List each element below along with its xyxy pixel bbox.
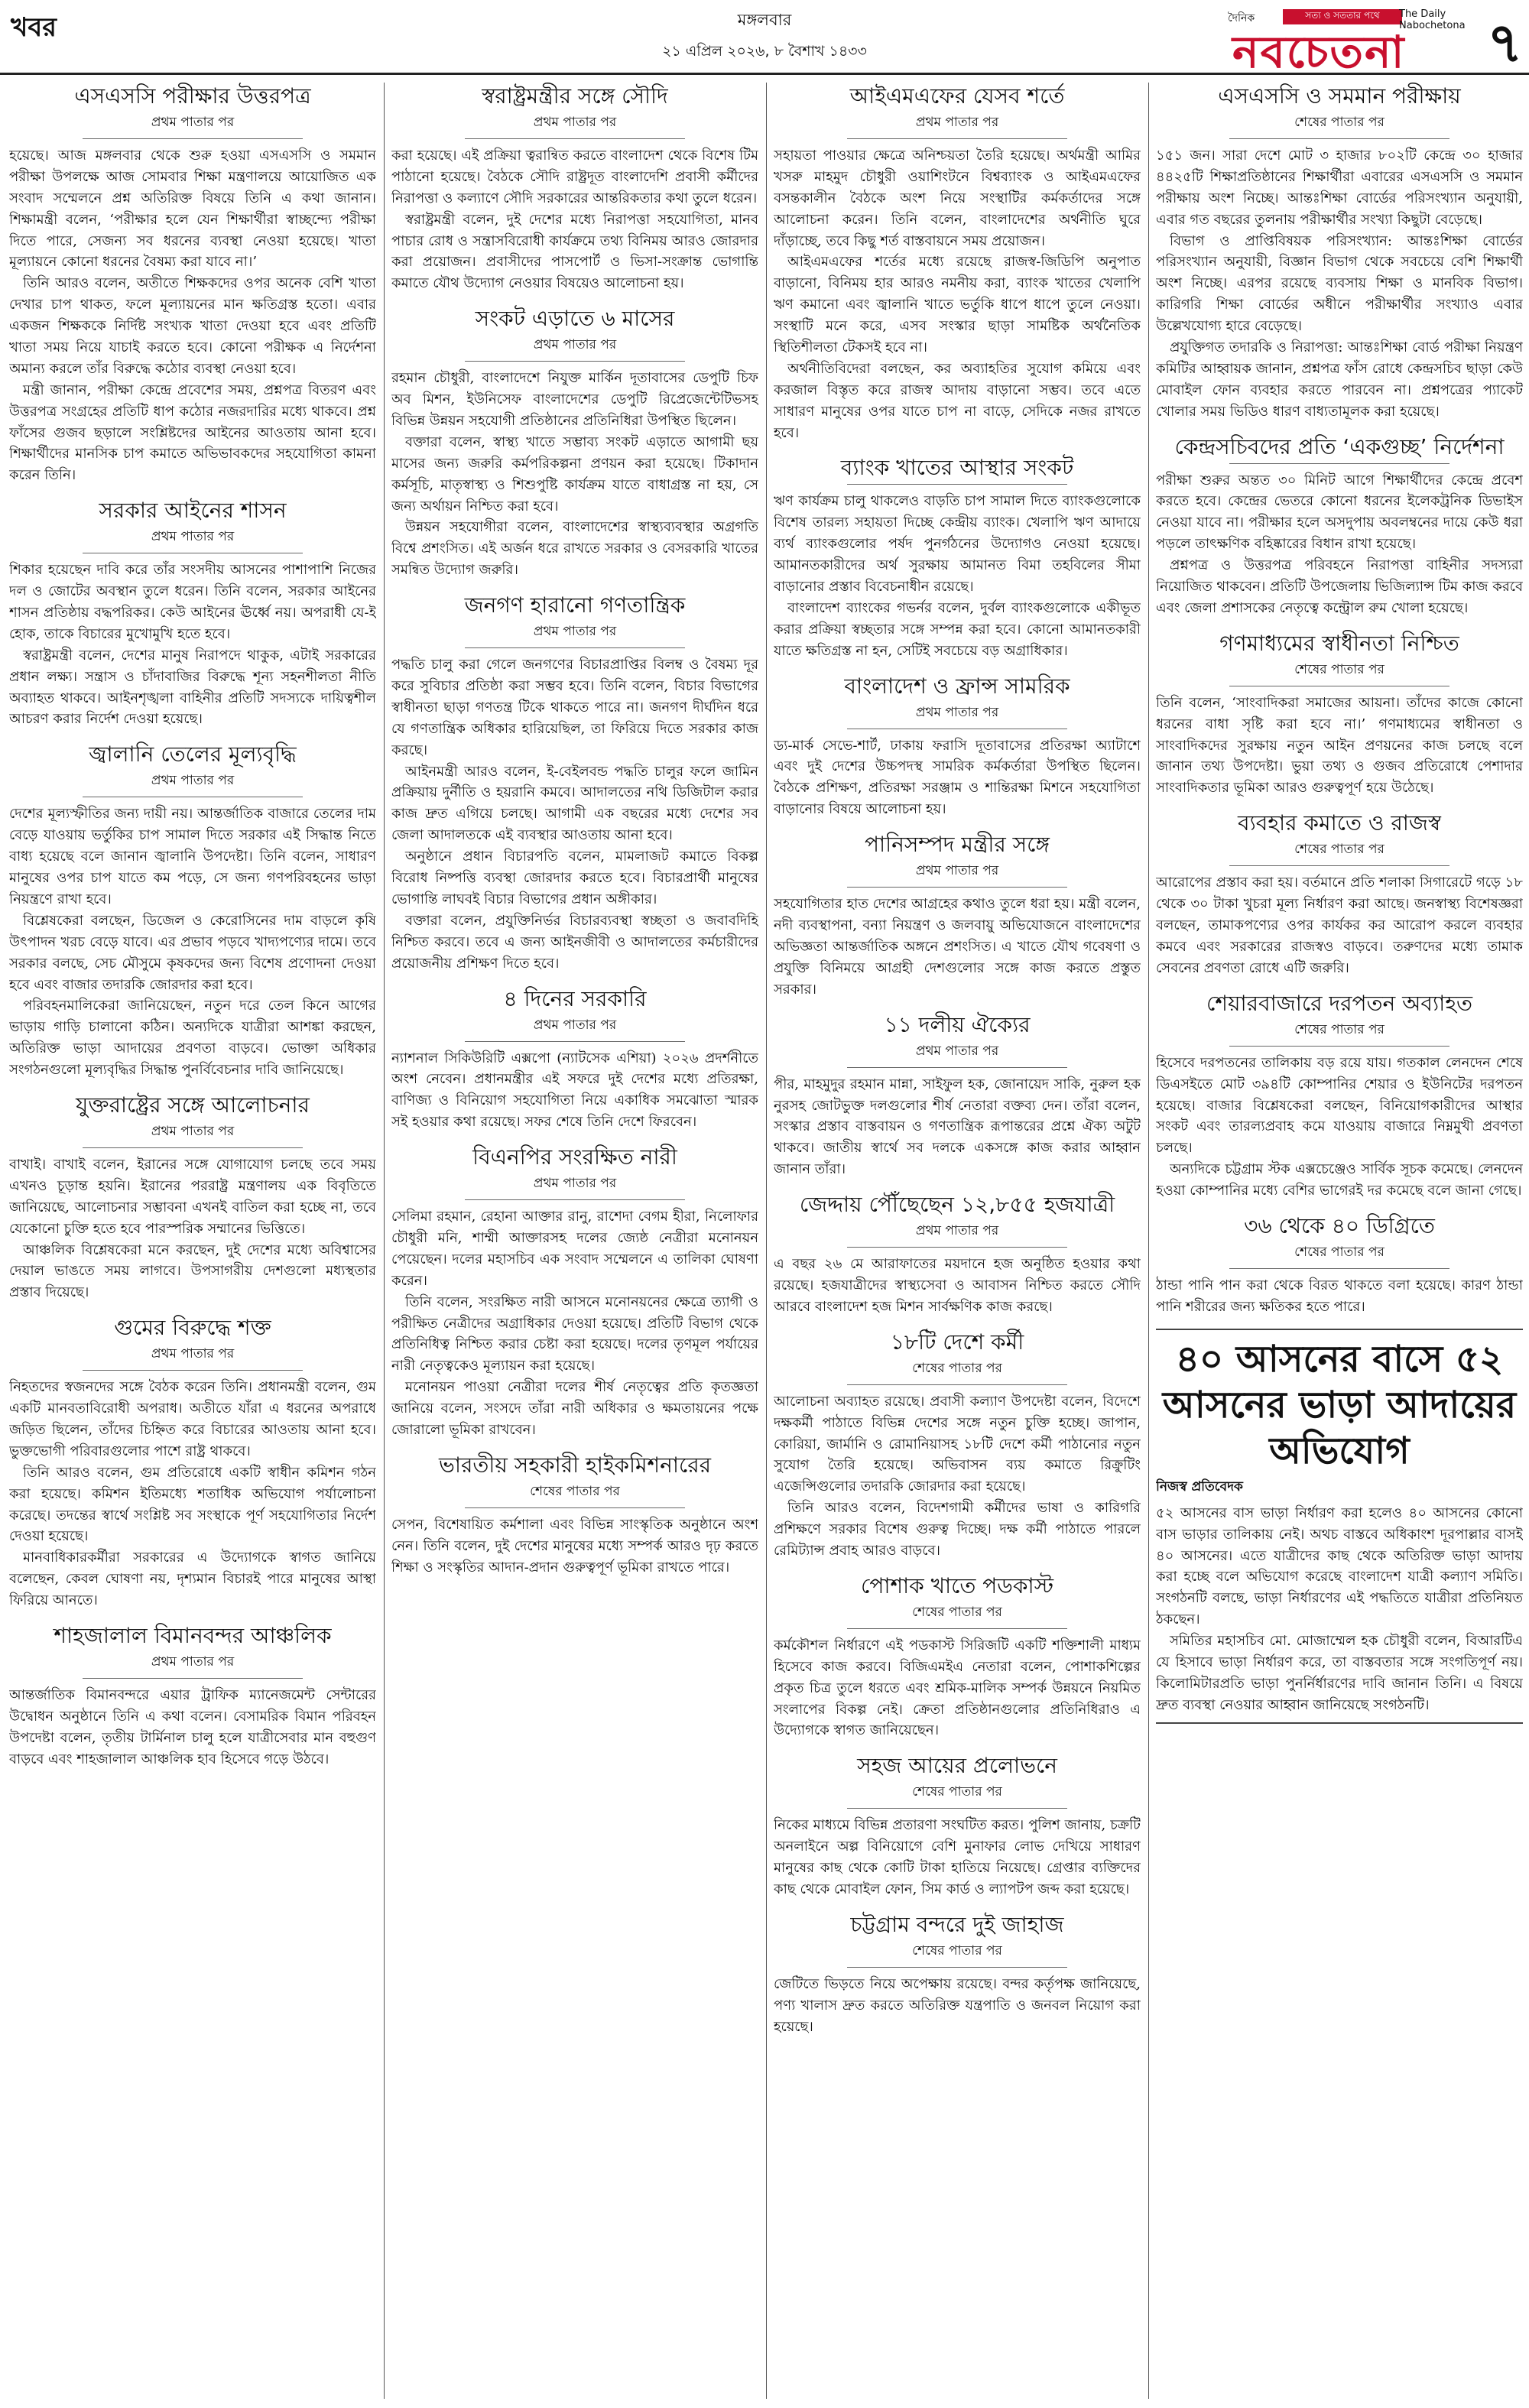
article-headline: ভারতীয় সহকারী হাইকমিশনারের <box>438 1452 712 1478</box>
headline-rule <box>83 138 303 139</box>
article-paragraph: বাখাই। বাখাই বলেন, ইরানের সঙ্গে যোগাযোগ চলছে তবে সময় এখনও চূড়ান্ত হয়নি। ইরানের পররাষ্ট্র মন্ত্রণালয় এক বিবৃতিতে জানিয়েছে, আলোচনার সম্ভাবনা এখনই বাতিল করা হচ্ছে না, তবে যেকোনো চুক্তি হতে হবে পারস্পরিক সম্মানের ভিত্তিতে। <box>9 1156 376 1237</box>
masthead-name: নবচেতনা <box>1232 26 1406 78</box>
article-headline: ১৮টি দেশে কর্মী <box>890 1329 1024 1355</box>
article-paragraph: বক্তারা বলেন, প্রযুক্তিনির্ভর বিচারব্যবস্থা স্বচ্ছতা ও জবাবদিহি নিশ্চিত করবে। তবে এ জন্য আইনজীবী ও আদালতের কর্মচারীদের প্রয়োজনীয় প্রশিক্ষণ দিতে হবে। <box>391 912 758 972</box>
continuation-label: প্রথম পাতার পর <box>915 1223 999 1239</box>
article-paragraph: হিসেবে দরপতনের তালিকায় বড় রয়ে যায়। গতকাল লেনদেন শেষে ডিএসইতে মোট ৩৯৪টি কোম্পানির শেয়ার ও ইউনিটের দরপতন হয়েছে। বাজার বিশ্লেষকেরা বলছেন, বিনিয়োগকারীদের আস্থার সংকট এবং তারল্যপ্রবাহ কমে যাওয়ায় বাজারে নিম্নমুখী প্রবণতা চলছে। <box>1156 1054 1523 1157</box>
headline-rule <box>847 1384 1067 1385</box>
continuation-label: শেষের পাতার পর <box>1294 842 1385 858</box>
article-paragraph: অর্থনীতিবিদেরা বলছেন, কর অব্যাহতির সুযোগ কমিয়ে এবং করজাল বিস্তৃত করে রাজস্ব আদায় বাড়ানো সম্ভব। তবে এতে সাধারণ মানুষের ওপর যাতে চাপ না বাড়ে, সেদিকে নজর রাখতে হবে। <box>774 360 1141 441</box>
headline-rule <box>1229 1046 1449 1047</box>
article-headline: ব্যবহার কমাতে ও রাজস্ব <box>1238 810 1441 836</box>
article <box>774 454 1141 661</box>
article-paragraph: করা হয়েছে। এই প্রক্রিয়া ত্বরান্বিত করতে বাংলাদেশ থেকে বিশেষ টিম পাঠানো হয়েছে। বৈঠকে সৌদি রাষ্ট্রদূত বাংলাদেশি প্রবাসী কর্মীদের নিরাপত্তা ও কল্যাণে সৌদি সরকারের আন্তরিকতার কথা তুলে ধরেন। <box>391 148 758 206</box>
article-paragraph: ঠান্ডা পানি পান করা থেকে বিরত থাকতে বলা হয়েছে। কারণ ঠান্ডা পানি শরীরের জন্য ক্ষতিকর হতে পারে। <box>1156 1277 1523 1315</box>
article-paragraph: সহায়তা পাওয়ার ক্ষেত্রে অনিশ্চয়তা তৈরি হয়েছে। অর্থমন্ত্রী আমির খসরু মাহমুদ চৌধুরী ওয়াশিংটনে বিশ্বব্যাংক ও আইএমএফের বসন্তকালীন বৈঠকে অংশ নিয়ে সংস্থাটির কর্মকর্তাদের সঙ্গে আলোচনা করেন। তিনি বলেন, বাংলাদেশের অর্থনীতি ঘুরে দাঁড়াচ্ছে, তবে কিছু শর্ত বাস্তবায়নে সময় প্রয়োজন। <box>774 148 1141 249</box>
article-paragraph: পরীক্ষা শুরুর অন্তত ৩০ মিনিট আগে শিক্ষার্থীদের কেন্দ্রে প্রবেশ করতে হবে। কেন্দ্রের ভেতরে কোনো ধরনের ইলেকট্রনিক ডিভাইস নেওয়া যাবে না। পরীক্ষার হলে অসদুপায় অবলম্বনের দায়ে কেউ ধরা পড়লে তাৎক্ষণিক বহিষ্কারের বিধান রাখা হয়েছে। <box>1156 472 1523 553</box>
article-paragraph: নিকের মাধ্যমে বিভিন্ন প্রতারণা সংঘটিত করত। পুলিশ জানায়, চক্রটি অনলাইনে অল্প বিনিয়োগে বেশি মুনাফার লোভ দেখিয়ে সাধারণ মানুষের কাছ থেকে কোটি টাকা হাতিয়ে নিয়েছে। গ্রেপ্তার ব্যক্তিদের কাছ থেকে মোবাইল ফোন, সিম কার্ড ও ল্যাপটপ জব্দ করা হয়েছে। <box>774 1817 1141 1897</box>
continuation-label: প্রথম পাতার পর <box>915 863 999 879</box>
article <box>1156 83 1523 423</box>
headline-rule <box>465 1199 685 1200</box>
headline-rule <box>465 361 685 362</box>
article <box>391 985 758 1134</box>
article-paragraph: অন্যদিকে চট্টগ্রাম স্টক এক্সচেঞ্জেও সার্বিক সূচক কমেছে। লেনদেন হওয়া কোম্পানির মধ্যে বেশির ভাগেরই দর কমেছে বলে জানা গেছে। <box>1156 1161 1523 1199</box>
article-headline: ৩৬ থেকে ৪০ ডিগ্রিতে <box>1244 1212 1435 1238</box>
continuation-label: শেষের পাতার পর <box>1294 115 1385 130</box>
article-paragraph: পরিবহনমালিকেরা জানিয়েছেন, নতুন দরে তেল কিনে আগের ভাড়ায় গাড়ি চালানো কঠিন। অন্যদিকে যাত্রীরা আশঙ্কা করছেন, অতিরিক্ত ভাড়া আদায়ের প্রবণতা বাড়বে। ভোক্তা অধিকার সংগঠনগুলো মূল্যবৃদ্ধির সিদ্ধান্ত পুনর্বিবেচনার দাবি জানিয়েছে। <box>9 998 376 1079</box>
headline-rule <box>847 138 1067 139</box>
article <box>774 1911 1141 2038</box>
article <box>774 1191 1141 1318</box>
article-paragraph: কর্মকৌশল নির্ধারণে এই পডকাস্ট সিরিজটি একটি শক্তিশালী মাধ্যম হিসেবে কাজ করবে। বিজিএমইএ নেতারা বলেন, পোশাকশিল্পের প্রকৃত চিত্র তুলে ধরতে এবং শ্রমিক-মালিক সম্পর্ক উন্নয়নে নিয়মিত সংলাপের বিকল্প নেই। ক্রেতা প্রতিষ্ঠানগুলোর প্রতিনিধিরাও এ উদ্যোগকে স্বাগত জানিয়েছেন। <box>774 1637 1141 1739</box>
continuation-label: প্রথম পাতার পর <box>151 115 235 130</box>
column-4 <box>1156 83 1523 2399</box>
article-paragraph: বিশ্লেষকেরা বলছেন, ডিজেল ও কেরোসিনের দাম বাড়লে কৃষি উৎপাদন খরচ বেড়ে যাবে। এর প্রভাব পড়বে খাদ্যপণ্যের দামে। তবে সরকার বলছে, সেচ মৌসুমে কৃষকদের জন্য বিশেষ প্রণোদনা দেওয়া হবে এবং বাজার তদারকি জোরদার করা হবে। <box>9 912 376 993</box>
article-headline: যুক্তরাষ্ট্রের সঙ্গে আলোচনার <box>76 1092 310 1118</box>
continuation-label: প্রথম পাতার পর <box>533 337 617 353</box>
continuation-label: প্রথম পাতার পর <box>151 529 235 545</box>
article-headline: জ্বালানি তেলের মূল্যবৃদ্ধি <box>89 742 297 768</box>
article <box>391 1144 758 1441</box>
article-headline: পোশাক খাতে পডকাস্ট <box>860 1572 1054 1598</box>
column-2 <box>391 83 758 2399</box>
masthead-small: দৈনিক <box>1228 12 1255 24</box>
headline-rule <box>83 1678 303 1679</box>
continuation-label: প্রথম পাতার পর <box>533 1176 617 1192</box>
article-paragraph: অনুষ্ঠানে প্রধান বিচারপতি বলেন, মামলাজট কমাতে বিকল্প বিরোধ নিষ্পত্তি ব্যবস্থা জোরদার করতে হবে। বিচারপ্রার্থী মানুষের ভোগান্তি লাঘবই বিচার বিভাগের প্রধান অঙ্গীকার। <box>391 849 758 907</box>
headline-rule <box>1229 463 1449 464</box>
date-label: ২১ এপ্রিল ২০২৬, ৮ বৈশাখ ১৪৩৩ <box>662 43 867 60</box>
continuation-label: শেষের পাতার পর <box>912 1784 1002 1800</box>
article <box>774 831 1141 1000</box>
article-headline: সহজ আয়ের প্রলোভনে <box>857 1753 1057 1779</box>
headline-rule <box>465 1507 685 1508</box>
article <box>774 1752 1141 1900</box>
article-paragraph: সেপন, বিশেষায়িত কর্মশালা এবং বিভিন্ন সাংস্কৃতিক অনুষ্ঠানে অংশ নেন। তিনি বলেন, দুই দেশের মানুষের মধ্যে সম্পর্ক আরও দৃঢ় করতে শিক্ষা ও সংস্কৃতির আদান-প্রদান গুরুত্বপূর্ণ ভূমিকা রাখতে পারে। <box>391 1516 758 1576</box>
masthead-logo <box>1228 6 1480 78</box>
article <box>1156 990 1523 1202</box>
article-paragraph: আন্তর্জাতিক বিমানবন্দরে এয়ার ট্রাফিক ম্যানেজমেন্ট সেন্টারের উদ্বোধন অনুষ্ঠানে তিনি এ কথা বলেন। বেসামরিক বিমান পরিবহন উপদেষ্টা বলেন, তৃতীয় টার্মিনাল চালু হলে যাত্রীসেবার মান বহুগুণ বাড়বে এবং শাহজালাল আঞ্চলিক হাব হিসেবে গড়ে উঠবে। <box>9 1686 376 1767</box>
article <box>1156 810 1523 978</box>
article <box>9 1314 376 1611</box>
article-headline: গণমাধ্যমের স্বাধীনতা নিশ্চিত <box>1219 630 1459 656</box>
article <box>9 83 376 486</box>
article-headline: স্বরাষ্ট্রমন্ত্রীর সঙ্গে সৌদি <box>482 83 668 109</box>
article-headline: ৪ দিনের সরকারি <box>503 985 647 1011</box>
article <box>1156 630 1523 799</box>
continuation-label: প্রথম পাতার পর <box>151 1123 235 1139</box>
masthead-slogan: সত্য ও সততার পথে <box>1283 9 1402 24</box>
article <box>774 1329 1141 1562</box>
article <box>1156 433 1523 619</box>
article-paragraph: মন্ত্রী জানান, পরীক্ষা কেন্দ্রে প্রবেশের সময়, প্রশ্নপত্র বিতরণ এবং উত্তরপত্র সংগ্রহের প্রতিটি ধাপ কঠোর নজরদারির মধ্যে থাকবে। প্রশ্ন ফাঁসের গুজব ছড়ালে সংশ্লিষ্টদের আইনের আওতায় আনা হবে। শিক্ষার্থীদের মানসিক চাপ কমাতে অভিভাবকদের সহযোগিতা কামনা করেন তিনি। <box>9 381 376 484</box>
article-paragraph: আরোপের প্রস্তাব করা হয়। বর্তমানে প্রতি শলাকা সিগারেটে গড়ে ১৮ থেকে ৩০ টাকা খুচরা মূল্য নির্ধারণ করা আছে। জনস্বাস্থ্য বিশেষজ্ঞরা বলছেন, তামাকপণ্যের ওপর কার্যকর কর আরোপ করলে ব্যবহার কমবে এবং সরকারের রাজস্বও বাড়বে। তরুণদের মধ্যে তামাক সেবনের প্রবণতা রোধে এটি জরুরি। <box>1156 875 1523 976</box>
article-paragraph: বাংলাদেশ ব্যাংকের গভর্নর বলেন, দুর্বল ব্যাংকগুলোকে একীভূত করার প্রক্রিয়া স্বচ্ছতার সঙ্গে সম্পন্ন করা হবে। কোনো আমানতকারী যাতে ক্ষতিগ্রস্ত না হন, সেটিই সবচেয়ে বড় অগ্রাধিকার। <box>774 599 1141 659</box>
article <box>9 1092 376 1303</box>
article <box>9 497 376 730</box>
continuation-label: প্রথম পাতার পর <box>533 115 617 130</box>
article-headline: এসএসসি পরীক্ষার উত্তরপত্র <box>74 83 311 109</box>
article-headline: জনগণ হারানো গণতান্ত্রিক <box>464 592 686 618</box>
headline-rule <box>847 1967 1067 1968</box>
article <box>774 83 1141 443</box>
article-paragraph: ঋণ কার্যক্রম চালু থাকলেও বাড়তি চাপ সামাল দিতে ব্যাংকগুলোকে বিশেষ তারল্য সহায়তা দিচ্ছে কেন্দ্রীয় ব্যাংক। খেলাপি ঋণ আদায়ে ব্যর্থ ব্যাংকগুলোর পর্ষদ পুনর্গঠনের উদ্যোগও নেওয়া হয়েছে। আমানতকারীদের অর্থ সুরক্ষায় আমানত বিমা তহবিলের সীমা বাড়ানোর প্রস্তাব বিবেচনাধীন রয়েছে। <box>774 493 1141 596</box>
article-paragraph: সেলিমা রহমান, রেহানা আক্তার রানু, রাশেদা বেগম হীরা, নিলোফার চৌধুরী মনি, শাম্মী আক্তারসহ দলের জ্যেষ্ঠ নেত্রীরা মনোনয়ন পেয়েছেন। দলের মহাসচিব এক সংবাদ সম্মেলনে এ তালিকা ঘোষণা করেন। <box>391 1209 758 1289</box>
article-paragraph: নিহতদের স্বজনদের সঙ্গে বৈঠক করেন তিনি। প্রধানমন্ত্রী বলেন, গুম একটি মানবতাবিরোধী অপরাধ। অতীতে যাঁরা এ ধরনের অপরাধে জড়িত ছিলেন, তাঁদের চিহ্নিত করে বিচারের আওতায় আনা হবে। ভুক্তভোগী পরিবারগুলোর পাশে রাষ্ট্র থাকবে। <box>9 1379 376 1459</box>
continuation-label: শেষের পাতার পর <box>912 1942 1002 1959</box>
article-headline: ৪০ আসনের বাসে ৫২ আসনের ভাড়া আদায়ের অভিযোগ <box>1162 1337 1517 1472</box>
headline-rule <box>83 1147 303 1148</box>
headline-rule <box>847 1628 1067 1629</box>
page-header <box>0 0 1529 78</box>
headline-rule <box>1229 865 1449 866</box>
continuation-label: শেষের পাতার পর <box>1294 661 1385 677</box>
continuation-label: শেষের পাতার পর <box>912 1604 1002 1620</box>
headline-rule <box>847 1808 1067 1809</box>
column-divider <box>1148 83 1149 2399</box>
headline-rule <box>465 138 685 139</box>
article <box>391 592 758 974</box>
article-paragraph: তিনি আরও বলেন, অতীতে শিক্ষকদের ওপর অনেক বেশি খাতা দেখার চাপ থাকত, ফলে মূল্যায়নের মান ক্ষতিগ্রস্ত হতো। এবার একজন শিক্ষককে নির্দিষ্ট সংখ্যক খাতা দেওয়া হবে এবং প্রতিটি খাতা সময় নিয়ে যাচাই করতে হবে। কোনো পরীক্ষক এ নির্দেশনা অমান্য করলে তাঁর বিরুদ্ধে কঠোর ব্যবস্থা নেওয়া হবে। <box>9 275 376 377</box>
article-paragraph: ন্যাশনাল সিকিউরিটি এক্সপো (ন্যাটসেক এশিয়া) ২০২৬ প্রদর্শনীতে অংশ নেবেন। প্রধানমন্ত্রীর এই সফরে দুই দেশের মধ্যে প্রতিরক্ষা, বাণিজ্য ও বিনিয়োগ সহযোগিতা নিয়ে একাধিক সমঝোতা স্মারক সই হওয়ার কথা রয়েছে। সফর শেষে তিনি দেশে ফিরবেন। <box>391 1050 758 1131</box>
headline-rule <box>847 887 1067 888</box>
article-paragraph: তিনি আরও বলেন, গুম প্রতিরোধে একটি স্বাধীন কমিশন গঠন করা হয়েছে। কমিশন ইতিমধ্যে শতাধিক অভিযোগ পর্যালোচনা করেছে। তদন্তের স্বার্থে সংশ্লিষ্ট সব সংস্থাকে পূর্ণ সহযোগিতার নির্দেশ দেওয়া হয়েছে। <box>9 1464 376 1545</box>
continuation-label: প্রথম পাতার পর <box>533 624 617 640</box>
column-divider <box>384 83 385 2399</box>
headline-rule <box>1229 138 1449 139</box>
article-paragraph: রহমান চৌধুরী, বাংলাদেশে নিযুক্ত মার্কিন দূতাবাসের ডেপুটি চিফ অব মিশন, ইউনিসেফ বাংলাদেশের ডেপুটি রিপ্রেজেন্টেটিভসহ বিভিন্ন উন্নয়ন সহযোগী প্রতিষ্ঠানের প্রতিনিধিরা উপস্থিত ছিলেন। <box>391 370 758 430</box>
article-paragraph: তিনি আরও বলেন, বিদেশগামী কর্মীদের ভাষা ও কারিগরি প্রশিক্ষণে সরকার বিশেষ গুরুত্ব দিচ্ছে। দক্ষ কর্মী পাঠাতে পারলে রেমিট্যান্স প্রবাহ আরও বাড়বে। <box>774 1500 1141 1559</box>
dateline <box>535 8 994 65</box>
section-label: খবর <box>11 12 57 43</box>
article-paragraph: আঞ্চলিক বিশ্লেষকেরা মনে করছেন, দুই দেশের মধ্যে অবিশ্বাসের দেয়াল ভাঙতে সময় লাগবে। উপসাগরীয় দেশগুলো মধ্যস্থতার প্রস্তাব দিয়েছে। <box>9 1241 376 1301</box>
article-byline: নিজস্ব প্রতিবেদক <box>1156 1478 1243 1494</box>
article-paragraph: মনোনয়ন পাওয়া নেত্রীরা দলের শীর্ষ নেতৃত্বের প্রতি কৃতজ্ঞতা জানিয়ে বলেন, সংসদে তাঁরা নারী অধিকার ও ক্ষমতায়নের পক্ষে জোরালো ভূমিকা রাখবেন। <box>391 1379 758 1438</box>
article-paragraph: সমিতির মহাসচিব মো. মোজাম্মেল হক চৌধুরী বলেন, বিআরটিএ যে হিসাবে ভাড়া নির্ধারণ করে, তা বাস্তবতার সঙ্গে সংগতিপূর্ণ নয়। কিলোমিটারপ্রতি ভাড়া পুনর্নির্ধারণের দাবি জানান তিনি। এ বিষয়ে দ্রুত ব্যবস্থা নেওয়ার আহ্বান জানিয়েছে সংগঠনটি। <box>1156 1633 1523 1713</box>
article-paragraph: সহযোগিতার হাত দেশের আগ্রহের কথাও তুলে ধরা হয়। মন্ত্রী বলেন, নদী ব্যবস্থাপনা, বন্যা নিয়ন্ত্রণ ও জলবায়ু অভিযোজনে বাংলাদেশের অভিজ্ঞতা আন্তর্জাতিক অঙ্গনে প্রশংসিত। এ খাতে যৌথ গবেষণা ও প্রযুক্তি বিনিময়ে আগ্রহী দেশগুলোর সঙ্গে কাজ করতে প্রস্তুত সরকার। <box>774 896 1141 998</box>
continuation-label: প্রথম পাতার পর <box>915 115 999 130</box>
article-headline: বিএনপির সংরক্ষিত নারী <box>472 1144 677 1170</box>
headline-rule <box>83 1370 303 1371</box>
article-paragraph: স্বরাষ্ট্রমন্ত্রী বলেন, দেশের মানুষ নিরাপদে থাকুক, এটাই সরকারের প্রধান লক্ষ্য। সন্ত্রাস ও চাঁদাবাজির বিরুদ্ধে শূন্য সহনশীলতা নীতি অব্যাহত থাকবে। আইনশৃঙ্খলা বাহিনীর প্রতিটি সদস্যকে দায়িত্বশীল আচরণ করার নির্দেশ দেওয়া হয়েছে। <box>9 647 376 728</box>
continuation-label: প্রথম পাতার পর <box>151 773 235 789</box>
article-paragraph: প্রশ্নপত্র ও উত্তরপত্র পরিবহনে নিরাপত্তা বাহিনীর সদস্যরা নিয়োজিত থাকবেন। প্রতিটি উপজেলায় ভিজিল্যান্স টিম কাজ করবে এবং জেলা প্রশাসকের নেতৃত্বে কন্ট্রোল রুম খোলা হয়েছে। <box>1156 557 1523 616</box>
column-1 <box>9 83 376 2399</box>
article-headline: পানিসম্পদ মন্ত্রীর সঙ্গে <box>864 832 1050 858</box>
article-headline: কেন্দ্রসচিবদের প্রতি ‘একগুচ্ছ’ নির্দেশনা <box>1174 433 1505 459</box>
article-paragraph: স্বরাষ্ট্রমন্ত্রী বলেন, দুই দেশের মধ্যে নিরাপত্তা সহযোগিতা, মানব পাচার রোধ ও সন্ত্রাসবিরোধী কার্যক্রমে তথ্য বিনিময় আরও জোরদার করা প্রয়োজন। প্রবাসীদের পাসপোর্ট ও ভিসা-সংক্রান্ত ভোগান্তি কমাতে যৌথ উদ্যোগ নেওয়ার বিষয়েও আলোচনা হয়। <box>391 211 758 292</box>
article-paragraph: এ বছর ২৬ মে আরাফাতের ময়দানে হজ অনুষ্ঠিত হওয়ার কথা রয়েছে। হজযাত্রীদের স্বাস্থ্যসেবা ও আবাসন নিশ্চিত করতে সৌদি আরবে বাংলাদেশ হজ মিশন সার্বক্ষণিক কাজ করছে। <box>774 1256 1141 1315</box>
article <box>9 1622 376 1770</box>
article <box>774 673 1141 821</box>
column-divider <box>766 83 767 2399</box>
article <box>774 1011 1141 1180</box>
article <box>774 1572 1141 1741</box>
headline-rule <box>847 1247 1067 1248</box>
article-paragraph: বক্তারা বলেন, স্বাস্থ্য খাতে সম্ভাব্য সংকট এড়াতে আগামী ছয় মাসের জন্য জরুরি কর্মপরিকল্পনা প্রণয়ন করা হয়েছে। টিকাদান কর্মসূচি, মাতৃস্বাস্থ্য ও শিশুপুষ্টি কার্যক্রম যাতে বাধাগ্রস্ত না হয়, সে জন্য অর্থায়ন নিশ্চিত করা হবে। <box>391 433 758 514</box>
article-headline: গুমের বিরুদ্ধে শক্ত <box>114 1315 271 1341</box>
continuation-label: শেষের পাতার পর <box>1294 1021 1385 1037</box>
article-paragraph: হয়েছে। আজ মঙ্গলবার থেকে শুরু হওয়া এসএসসি ও সমমান পরীক্ষা উপলক্ষে আজ সোমবার শিক্ষা মন্ত্রণালয়ে আয়োজিত এক সংবাদ সম্মেলনে প্রশ্ন অতিরিক্ত বিষয়ে তিনি এ কথা জানান। শিক্ষামন্ত্রী বলেন, ‘পরীক্ষার হলে যেন শিক্ষার্থীরা স্বাচ্ছন্দ্যে পরীক্ষা দিতে পারে, সেজন্য সব ধরনের ব্যবস্থা নেওয়া হয়েছে। খাতা মূল্যায়নে কোনো ধরনের বৈষম্য করা যাবে না।’ <box>9 148 376 271</box>
headline-rule <box>1229 1268 1449 1269</box>
article-paragraph: শিকার হয়েছেন দাবি করে তাঁর সংসদীয় আসনের পাশাপাশি নিজের দল ও জোটের অবস্থান তুলে ধরেন। তিনি বলেন, সরকার আইনের শাসন প্রতিষ্ঠায় বদ্ধপরিকর। কেউ আইনের ঊর্ধ্বে নয়। অপরাধী যে-ই হোক, তাকে বিচারের মুখোমুখি হতে হবে। <box>9 562 376 642</box>
continuation-label: শেষের পাতার পর <box>1294 1244 1385 1260</box>
article-headline: এসএসসি ও সমমান পরীক্ষায় <box>1218 83 1461 109</box>
article-paragraph: জেটিতে ভিড়তে নিয়ে অপেক্ষায় রয়েছে। বন্দর কর্তৃপক্ষ জানিয়েছে, পণ্য খালাস দ্রুত করতে অতিরিক্ত যন্ত্রপাতি ও জনবল নিয়োগ করা হয়েছে। <box>774 1975 1141 2035</box>
day-label: মঙ্গলবার <box>737 11 792 29</box>
article-paragraph: আলোচনা অব্যাহত রয়েছে। প্রবাসী কল্যাণ উপদেষ্টা বলেন, বিদেশে দক্ষকর্মী পাঠাতে বিভিন্ন দেশের সঙ্গে নতুন চুক্তি হচ্ছে। জাপান, কোরিয়া, জার্মানি ও রোমানিয়াসহ ১৮টি দেশে কর্মী পাঠানোর নতুন সুযোগ তৈরি হয়েছে। অভিবাসন ব্যয় কমাতে রিক্রুটিং এজেন্সিগুলোর তদারকি জোরদার করা হয়েছে। <box>774 1393 1141 1495</box>
article-paragraph: পীর, মাহমুদুর রহমান মান্না, সাইফুল হক, জোনায়েদ সাকি, নুরুল হক নুরসহ জোটভুক্ত দলগুলোর শীর্ষ নেতারা বক্তব্য দেন। তাঁরা বলেন, সংস্কার প্রস্তাব বাস্তবায়ন ও গণতান্ত্রিক রূপান্তরের প্রশ্নে ঐক্য অটুট থাকবে। জাতীয় স্বার্থে সব দলকে একসঙ্গে কাজ করার আহ্বান জানান তাঁরা। <box>774 1076 1141 1178</box>
headline-rule <box>847 1067 1067 1068</box>
article-headline: ব্যাংক খাতের আস্থার সংকট <box>840 455 1074 481</box>
article-headline: চট্টগ্রাম বন্দরে দুই জাহাজ <box>850 1911 1064 1937</box>
page-number: ৭ <box>1487 11 1523 75</box>
article <box>391 305 758 581</box>
article-paragraph: দেশের মূল্যস্ফীতির জন্য দায়ী নয়। আন্তর্জাতিক বাজারে তেলের দাম বেড়ে যাওয়ায় ভর্তুকির চাপ সামাল দিতে সরকার এই সিদ্ধান্ত নিতে বাধ্য হয়েছে বলে জানান জ্বালানি উপদেষ্টা। তিনি বলেন, সাধারণ মানুষের ওপর চাপ যাতে কম পড়ে, সে জন্য গণপরিবহনের ভাড়া নিয়ন্ত্রণে রাখা হবে। <box>9 806 376 907</box>
article <box>9 741 376 1081</box>
article-paragraph: মানবাধিকারকর্মীরা সরকারের এ উদ্যোগকে স্বাগত জানিয়ে বলেছেন, কেবল ঘোষণা নয়, দৃশ্যমান বিচারই পারে মানুষের আস্থা ফিরিয়ে আনতে। <box>9 1550 376 1609</box>
article-paragraph: পদ্ধতি চালু করা গেলে জনগণের বিচারপ্রাপ্তির বিলম্ব ও বৈষম্য দূর করে সুবিচার প্রতিষ্ঠা করা সম্ভব হবে। তিনি বলেন, বিচার বিভাগের স্বাধীনতা ছাড়া গণতন্ত্র টিকে থাকতে পারে না। জনগণ দীর্ঘদিন ধরে যে গণতান্ত্রিক অধিকার হারিয়েছিল, তা ফিরিয়ে দিতে সরকার কাজ করছে। <box>391 657 758 758</box>
article-paragraph: তিনি বলেন, ‘সাংবাদিকরা সমাজের আয়না। তাঁদের কাজে কোনো ধরনের বাধা সৃষ্টি করা হবে না।’ গণমাধ্যমের স্বাধীনতা ও সাংবাদিকদের সুরক্ষায় নতুন আইন প্রণয়নের কাজ চলছে বলে জানান তথ্য উপদেষ্টা। ভুয়া তথ্য ও গুজব প্রতিরোধে পেশাদার সাংবাদিকতার ভূমিকা আরও গুরুত্বপূর্ণ হয়ে উঠেছে। <box>1156 694 1523 797</box>
article-headline: সংকট এড়াতে ৬ মাসের <box>475 306 675 332</box>
continuation-label: প্রথম পাতার পর <box>915 704 999 720</box>
article-paragraph: উন্নয়ন সহযোগীরা বলেন, বাংলাদেশের স্বাস্থ্যব্যবস্থার অগ্রগতি বিশ্বে প্রশংসিত। এই অর্জন ধরে রাখতে সরকার ও বেসরকারি খাতের সমন্বিত উদ্যোগ জরুরি। <box>391 519 758 579</box>
headline-rule <box>847 484 1067 485</box>
continuation-label: প্রথম পাতার পর <box>151 1346 235 1362</box>
article-paragraph: ড্য-মার্ক সেভে-শার্ট, ঢাকায় ফরাসি দূতাবাসের প্রতিরক্ষা অ্যাটাশে এবং দুই দেশের উচ্চপদস্থ সামরিক কর্মকর্তারা উপস্থিত ছিলেন। বৈঠকে প্রশিক্ষণ, প্রতিরক্ষা সরঞ্জাম ও শান্তিরক্ষা মিশনে সহযোগিতা বাড়ানোর বিষয়ে আলোচনা হয়। <box>774 737 1141 818</box>
article-paragraph: বিভাগ ও প্রাপ্তিবিষয়ক পরিসংখ্যান: আন্তঃশিক্ষা বোর্ডের পরিসংখ্যান অনুযায়ী, বিজ্ঞান বিভাগ থেকে সবচেয়ে বেশি শিক্ষার্থী অংশ নিচ্ছে। এরপর রয়েছে ব্যবসায় শিক্ষা ও মানবিক বিভাগ। কারিগরি শিক্ষা বোর্ডের অধীনে পরীক্ষার্থীর সংখ্যাও এবার উল্লেখযোগ্য হারে বেড়েছে। <box>1156 232 1523 335</box>
headline-rule <box>465 1041 685 1042</box>
article-headline: জেদ্দায় পৌঁছেছেন ১২,৮৫৫ হজযাত্রী <box>799 1192 1115 1218</box>
column-3 <box>774 83 1141 2399</box>
article-paragraph: ৫২ আসনের বাস ভাড়া নির্ধারণ করা হলেও ৪০ আসনের কোনো বাস ভাড়ার তালিকায় নেই। অথচ বাস্তবে অধিকাংশ দূরপাল্লার বাসই ৪০ আসনের। এতে যাত্রীদের কাছ থেকে অতিরিক্ত ভাড়া আদায় করা হচ্ছে বলে অভিযোগ করেছে বাংলাদেশ যাত্রী কল্যাণ সমিতি। সংগঠনটি বলছে, ভাড়া নির্ধারণের এই পদ্ধতিতে যাত্রীরা প্রতিনিয়ত ঠকছেন। <box>1156 1504 1523 1628</box>
article-paragraph: তিনি বলেন, সংরক্ষিত নারী আসনে মনোনয়নের ক্ষেত্রে ত্যাগী ও পরীক্ষিত নেত্রীদের অগ্রাধিকার দেওয়া হয়েছে। প্রতিটি বিভাগ থেকে প্রতিনিধিত্ব নিশ্চিত করার চেষ্টা করা হয়েছে। দলের তৃণমূল পর্যায়ের নারী নেতৃত্বকেও মূল্যায়ন করা হয়েছে। <box>391 1293 758 1374</box>
article <box>1156 1212 1523 1318</box>
continuation-label: শেষের পাতার পর <box>530 1483 620 1499</box>
article-paragraph: প্রযুক্তিগত তদারকি ও নিরাপত্তা: আন্তঃশিক্ষা বোর্ড পরীক্ষা নিয়ন্ত্রণ কমিটির আহ্বায়ক জানান, প্রশ্নপত্র ফাঁস রোধে কেন্দ্রসচিব ছাড়া কেউ মোবাইল ফোন ব্যবহার করতে পারবেন না। প্রশ্নপত্রের প্যাকেট খোলার সময় ভিডিও ধারণ বাধ্যতামূলক করা হয়েছে। <box>1156 339 1523 420</box>
article-headline: শাহজালাল বিমানবন্দর আঞ্চলিক <box>54 1622 332 1648</box>
masthead-english: The Daily Nabochetona <box>1399 8 1466 31</box>
continuation-label: প্রথম পাতার পর <box>533 1017 617 1033</box>
article-headline: সরকার আইনের শাসন <box>99 498 287 524</box>
article-headline: আইএমএফের যেসব শর্তে <box>849 83 1065 109</box>
article <box>391 83 758 294</box>
article-headline: ১১ দলীয় ঐক্যের <box>884 1011 1031 1037</box>
article <box>391 1452 758 1579</box>
continuation-label: প্রথম পাতার পর <box>151 1653 235 1670</box>
continuation-label: প্রথম পাতার পর <box>915 1043 999 1059</box>
article <box>1156 1329 1523 1724</box>
article-paragraph: আইএমএফের শর্তের মধ্যে রয়েছে রাজস্ব-জিডিপি অনুপাত বাড়ানো, বিনিময় হার আরও নমনীয় করা, ব্যাংক খাতের খেলাপি ঋণ কমানো এবং জ্বালানি খাতে ভর্তুকি ধাপে ধাপে তুলে নেওয়া। সংস্থাটি মনে করে, এসব সংস্কার ছাড়া সামষ্টিক অর্থনৈতিক স্থিতিশীলতা টেকসই হবে না। <box>774 254 1141 356</box>
article-headline: বাংলাদেশ ও ফ্রান্স সামরিক <box>844 673 1070 699</box>
article-paragraph: ১৫১ জন। সারা দেশে মোট ৩ হাজার ৮০২টি কেন্দ্রে ৩০ হাজার ৪৪২৫টি শিক্ষাপ্রতিষ্ঠানের শিক্ষার্থীরা এবারের এসএসসি ও সমমান পরীক্ষায় অংশ নিচ্ছে। আন্তঃশিক্ষা বোর্ডের পরিসংখ্যান অনুযায়ী, এবার গত বছরের তুলনায় পরীক্ষার্থীর সংখ্যা কিছুটা বেড়েছে। <box>1156 148 1523 228</box>
article-paragraph: আইনমন্ত্রী আরও বলেন, ই-বেইলবন্ড পদ্ধতি চালুর ফলে জামিন প্রক্রিয়ায় দুর্নীতি ও হয়রানি কমবে। আদালতের নথি ডিজিটাল করার কাজ দ্রুত এগিয়ে চলছে। আগামী এক বছরের মধ্যে দেশের সব জেলা আদালতকে এই ব্যবস্থার আওতায় আনা হবে। <box>391 763 758 844</box>
article-headline: শেয়ারবাজারে দরপতন অব্যাহত <box>1206 990 1472 1016</box>
headline-rule <box>465 647 685 648</box>
continuation-label: শেষের পাতার পর <box>912 1360 1002 1376</box>
